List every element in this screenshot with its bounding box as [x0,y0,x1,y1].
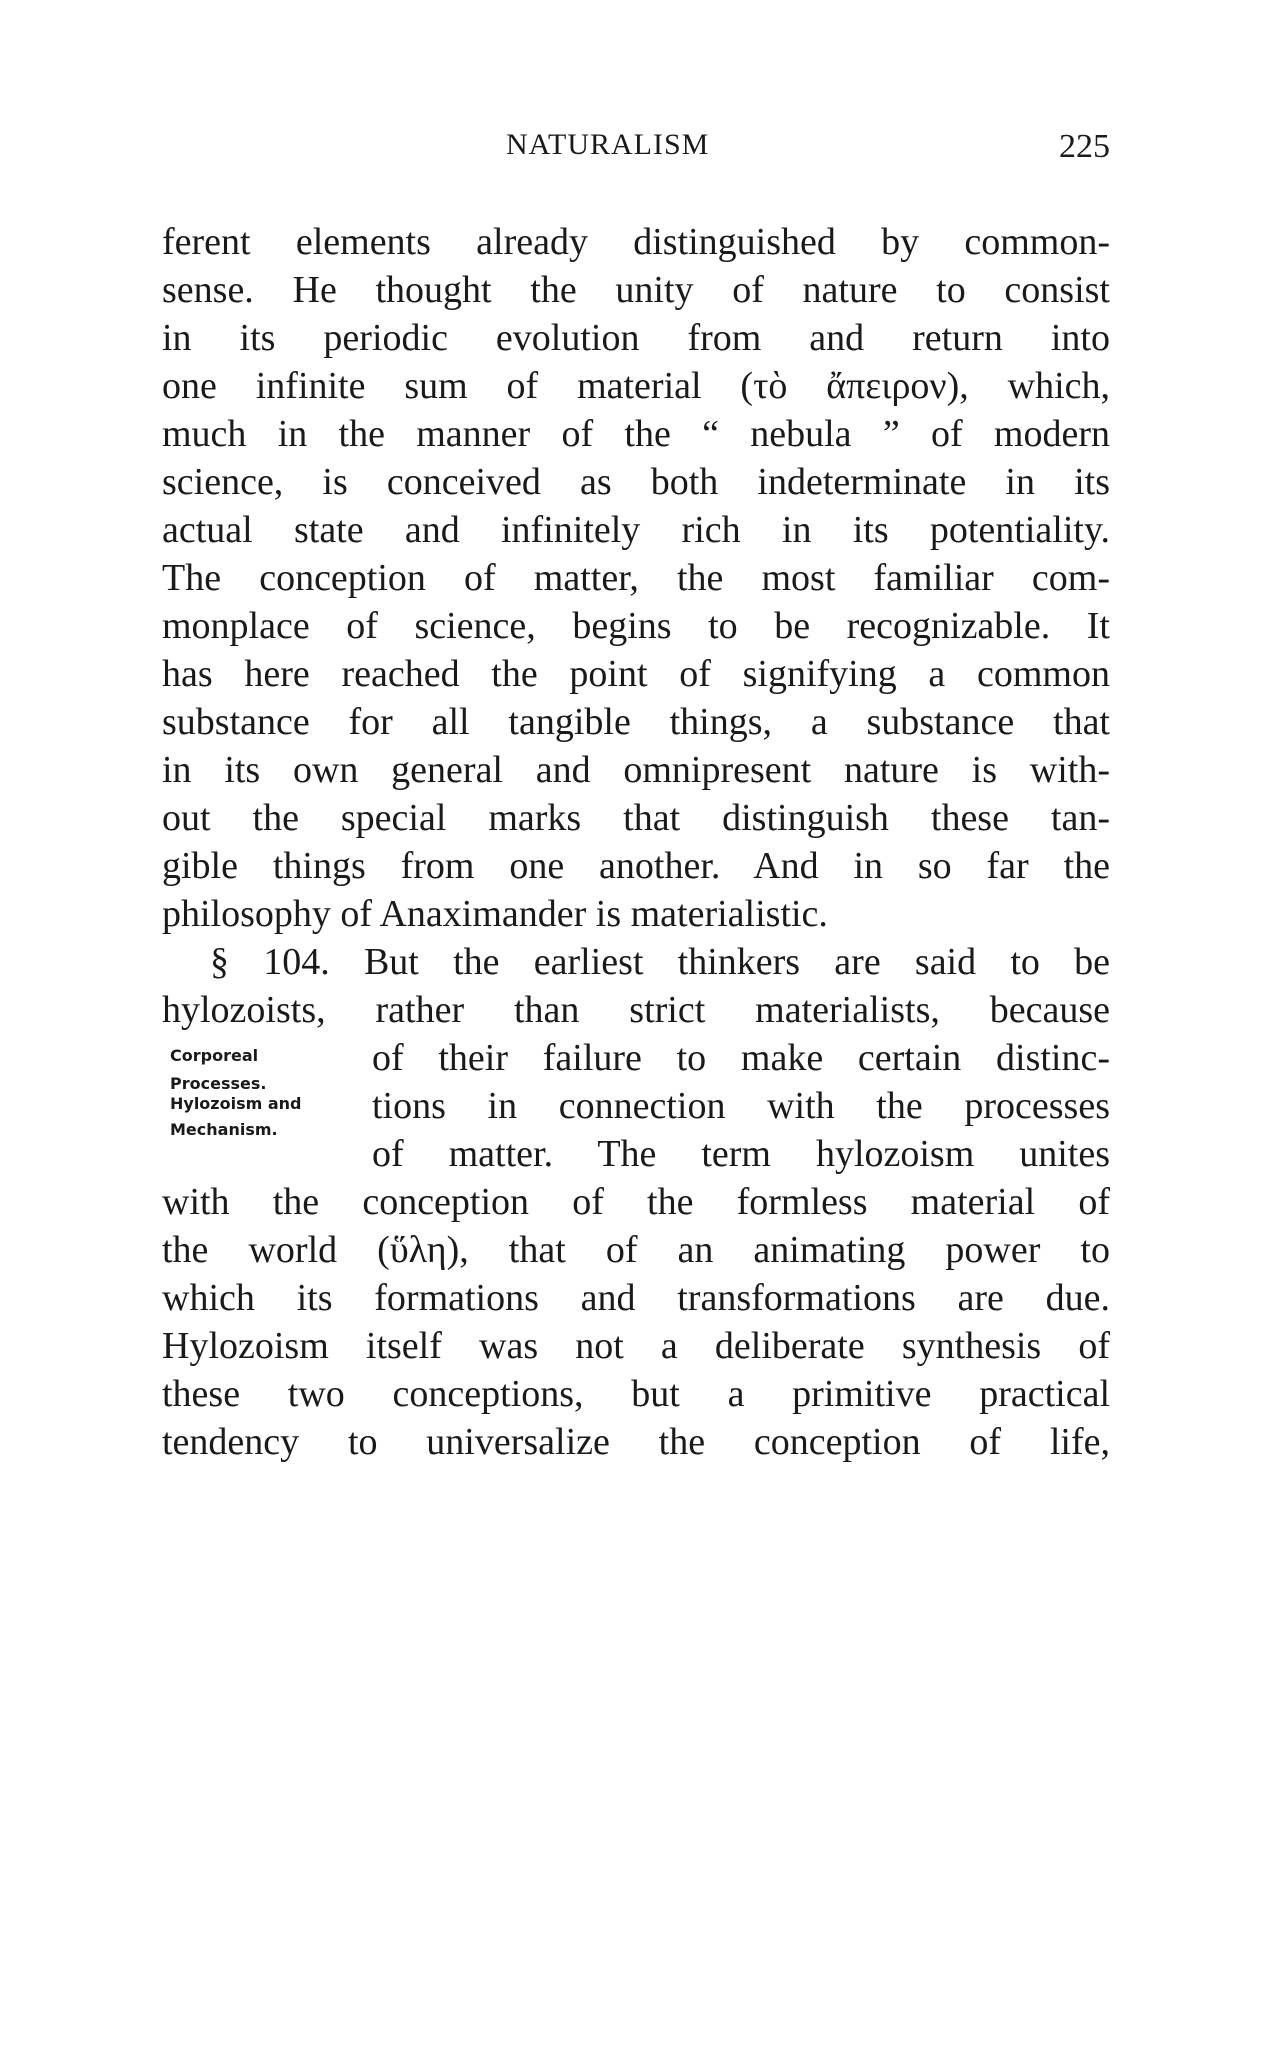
text-line: in its own general and omnipresent nature is with- [162,749,1110,791]
text-line: has here reached the point of signifying a common [162,653,1110,695]
text-line: monplace of science, begins to be recognizable. It [162,605,1110,647]
text-line: in its periodic evolution from and return into [162,317,1110,359]
text-line: with the conception of the formless material of [162,1181,1110,1223]
text-line: Hylozoism itself was not a deliberate synthesis of [162,1325,1110,1367]
page-header [162,128,1110,170]
text-line: one infinite sum of material (τὸ ἄπειρον), which, [162,365,1110,407]
text-line: these two conceptions, but a primitive practical [162,1373,1110,1415]
sidenote-line: Hylozoism and [170,1094,302,1113]
sidenote-line: Mechanism. [170,1120,278,1139]
text-line: out the special marks that distinguish these tan- [162,797,1110,839]
text-line: ferent elements already distinguished by common- [162,221,1110,263]
text-line: the world (ὕλη), that of an animating power to [162,1229,1110,1271]
text-line: of their failure to make certain distinc- [372,1037,1110,1079]
text-line: much in the manner of the “ nebula ” of modern [162,413,1110,455]
page-number: 225 [1059,128,1110,165]
text-line: sense. He thought the unity of nature to consist [162,269,1110,311]
text-line: which its formations and transformations are due. [162,1277,1110,1319]
text-line: philosophy of Anaximander is materialistic. [162,893,828,935]
text-line: substance for all tangible things, a substance that [162,701,1110,743]
sidenote-line: Corporeal [170,1046,259,1065]
text-line: tions in connection with the processes [372,1085,1110,1127]
text-line: actual state and infinitely rich in its potentiality. [162,509,1110,551]
text-line: tendency to universalize the conception of life, [162,1421,1110,1463]
text-line: of matter. The term hylozoism unites [372,1133,1110,1175]
section-104-line: § 104. But the earliest thinkers are said to be [210,941,1110,983]
running-title: NATURALISM [506,128,710,161]
sidenote-corporeal-processes [170,1046,380,1140]
text-line: gible things from one another. And in so far the [162,845,1110,887]
text-line: The conception of matter, the most familiar com- [162,557,1110,599]
text-line: hylozoists, rather than strict materialists, because [162,989,1110,1031]
text-line: science, is conceived as both indeterminate in its [162,461,1110,503]
sidenote-line: Processes. [170,1074,267,1093]
